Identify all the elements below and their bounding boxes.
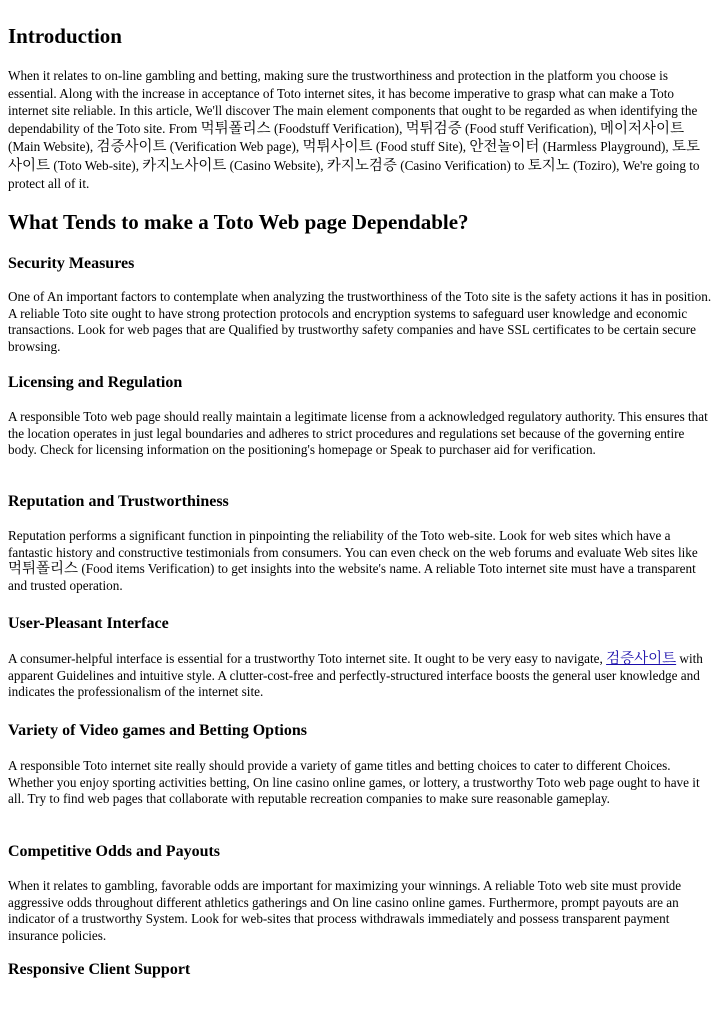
verification-site-link[interactable]: 검증사이트 xyxy=(606,651,677,667)
odds-paragraph: When it relates to gambling, favorable odds are important for maximizing your winnings. A reliable Toto web site must provide aggressive odds throughout different athletics gatherings and On line casino online games. Furthermore, prompt payouts are an indicator of a trustworthy System. Look for web-sites that process withdrawals immediately and possess transparent payment insurance policies. xyxy=(8,878,682,943)
korean-term: 먹튀폴리스 xyxy=(200,120,271,137)
korean-term: 먹튀검증 xyxy=(405,120,462,137)
interface-paragraph: A consumer-helpful interface is essential for a trustworthy Toto internet site. It ought to be very easy to navigate, 검증사이트 with apparent Guidelines and intuitive style. A clutter-cost-free and perfectly-structured interface boosts the general user knowledge and indicates the professionalism of the internet site. xyxy=(8,651,703,700)
licensing-heading: Licensing and Regulation xyxy=(8,374,183,391)
korean-term: 먹튀폴리스 xyxy=(8,561,79,578)
support-heading: Responsive Client Support xyxy=(8,961,191,978)
korean-term: 카지노사이트 xyxy=(142,157,227,174)
intro-heading: Introduction xyxy=(8,24,122,48)
korean-term: 토토사이트 xyxy=(8,139,701,174)
interface-heading: User-Pleasant Interface xyxy=(8,615,169,632)
licensing-paragraph: A responsible Toto web page should really maintain a legitimate license from a acknowledged regulatory authority. This ensures that the location operates in just legal boundaries and adheres to strict procedures and regulations set because of the governing entire body. Check for licensing information on the positioning's homepage or Speak to purchaser aid for verification. xyxy=(8,409,708,458)
security-heading: Security Measures xyxy=(8,255,135,272)
variety-paragraph: A responsible Toto internet site really should provide a variety of game titles and betting choices to cater to different Choices. Whether you enjoy sporting activities betting, On line casino online games, or lottery, a trustworthy Toto web page ought to have it all. Try to find web pages that collaborate with reputable recreation companies to make sure reasonable gameplay. xyxy=(8,758,700,807)
main-heading: What Tends to make a Toto Web page Dependable? xyxy=(8,210,469,234)
korean-term: 검증사이트 xyxy=(96,139,167,155)
korean-term: 카지노검증 xyxy=(326,157,397,174)
korean-term: 안전놀이터 xyxy=(469,139,540,155)
korean-term: 메이저사이트 xyxy=(600,120,685,137)
odds-heading: Competitive Odds and Payouts xyxy=(8,843,221,860)
korean-term: 먹튀사이트 xyxy=(302,139,373,155)
reputation-paragraph: Reputation performs a significant function in pinpointing the reliability of the Toto web-site. Look for web sites which have a fantastic history and constructive testimonials from consumers. You can even check on the web forums and evaluate Web sites like 먹튀폴리스 (Food items Verification) to get insights into the website's name. A reliable Toto internet site must have a transparent and trusted operation. xyxy=(8,528,698,593)
intro-paragraph: When it relates to on-line gambling and betting, making sure the trustworthiness and protection in the platform you choose is essential. Along with the increase in acceptance of Toto internet sites, it has become imperative to grasp what can make a Toto internet site reliable. In this article, We'll discover The main element components that ought to be regarded as when identifying the dependability of the Toto site. From 먹튀폴리스 (Foodstuff Verification), 먹튀검증 (Food stuff Verification), 메이저사이트 (Main Website), 검증사이트 (Verification Web page), 먹튀사이트 (Food stuff Site), 안전놀이터 (Harmless Playground), 토토사이트 (Toto Web-site), 카지노사이트 (Casino Website), 카지노검증 (Casino Verification) to 토지노 (Toziro), We're going to protect all of it. xyxy=(8,68,701,191)
variety-heading: Variety of Video games and Betting Options xyxy=(8,722,307,739)
security-paragraph: One of An important factors to contemplate when analyzing the trustworthiness of the Toto site is the safety actions it has in position. A reliable Toto site ought to have strong protection protocols and encryption systems to safeguard user knowledge and economic transactions. Look for web pages that are Qualified by trustworthy safety companies and have SSL certificates to be certain secure browsing. xyxy=(8,289,712,354)
korean-term: 토지노 xyxy=(527,157,570,174)
reputation-heading: Reputation and Trustworthiness xyxy=(8,493,229,510)
